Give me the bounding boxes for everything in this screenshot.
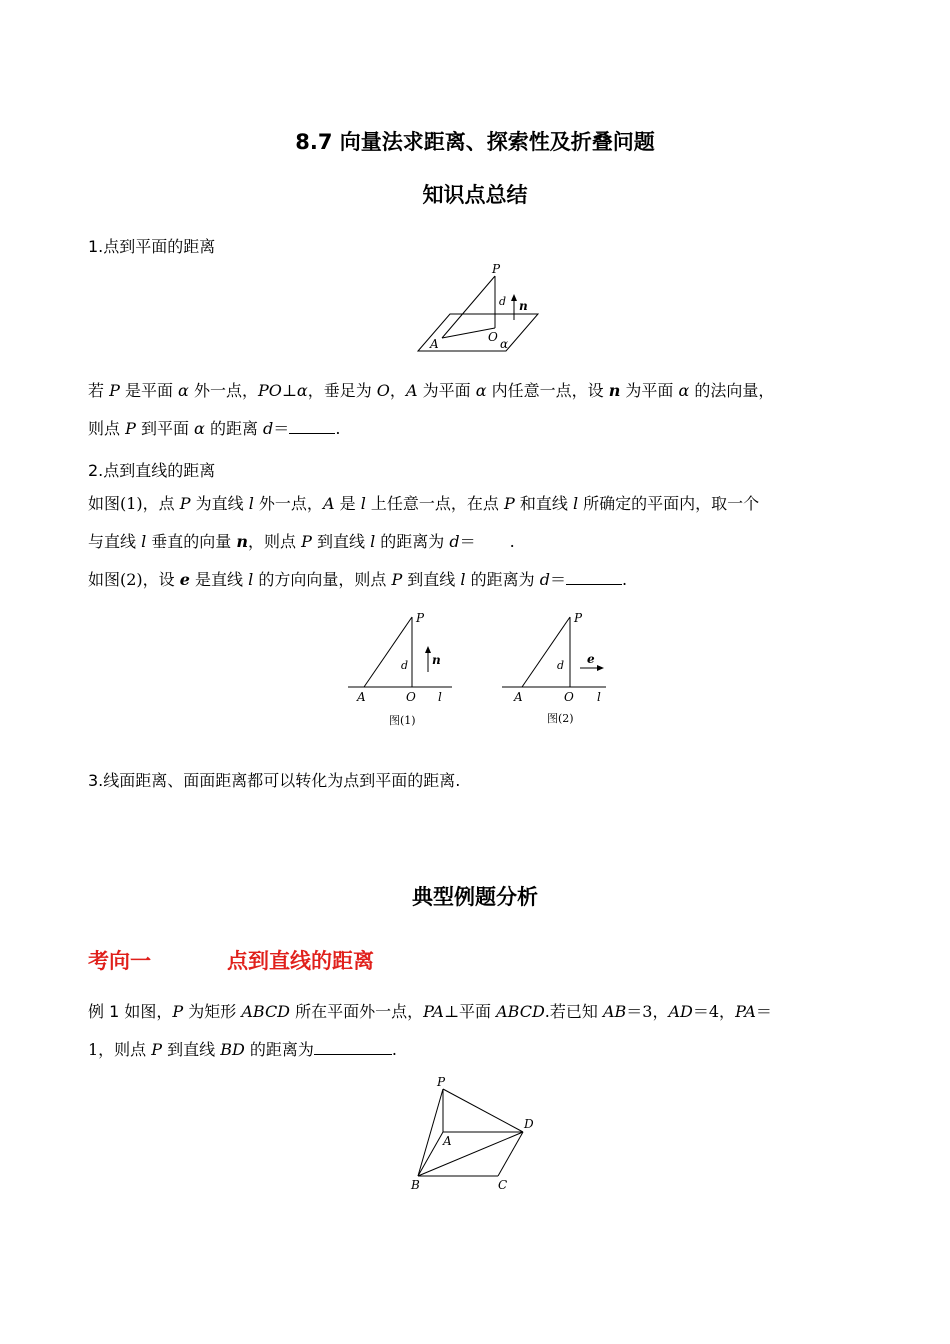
label-alpha: α	[500, 337, 509, 351]
figure-caption: 图(2)	[547, 712, 574, 725]
label-O: O	[488, 330, 498, 344]
label-d: d	[499, 295, 507, 308]
label-B: B	[411, 1178, 420, 1192]
label-A: A	[443, 1134, 452, 1148]
s1-paragraph-line1: 若 P 是平面 α 外一点，PO⊥α，垂足为 O，A 为平面 α 内任意一点，设 n 为平面 α 的法向量，	[88, 381, 775, 400]
arrow-head-icon	[425, 646, 431, 653]
s2-paragraph-line1: 如图(1)，点 P 为直线 l 外一点，A 是 l 上任意一点，在点 P 和直线 l 所确定的平面内，取一个	[88, 494, 760, 513]
label-n: n	[432, 653, 441, 667]
figure-caption: 图(1)	[389, 714, 416, 727]
label-l: l	[597, 690, 601, 704]
s2-paragraph-line2: 与直线 l 垂直的向量 n，则点 P 到直线 l 的距离为 d＝ .	[88, 532, 515, 551]
label-O: O	[564, 690, 574, 704]
label-A: A	[357, 690, 366, 704]
section-3-text: 3.线面距离、面面距离都可以转化为点到平面的距离.	[88, 771, 461, 790]
segment-PA	[364, 617, 412, 687]
figure-1	[340, 608, 465, 733]
answer-blank[interactable]	[566, 570, 622, 585]
direction-title: 点到直线的距离	[227, 949, 374, 973]
label-P: P	[492, 262, 501, 276]
arrow-head-icon	[597, 665, 604, 671]
examples-heading: 典型例题分析	[412, 885, 538, 909]
label-P: P	[437, 1075, 446, 1089]
segment-PB	[418, 1089, 443, 1176]
figure-2	[498, 608, 623, 733]
label-A: A	[430, 337, 439, 351]
s2-paragraph-line3: 如图(2)，设 e 是直线 l 的方向向量，则点 P 到直线 l 的距离为 d＝ .	[88, 570, 628, 589]
label-e: e	[587, 652, 595, 666]
answer-blank[interactable]	[289, 419, 335, 434]
segment-DC	[498, 1132, 523, 1176]
section-heading-2: 2.点到直线的距离	[88, 461, 216, 480]
arrow-head-icon	[511, 294, 517, 301]
segment-PA	[522, 617, 570, 687]
figure-example-1	[405, 1072, 550, 1200]
answer-blank[interactable]	[314, 1040, 392, 1055]
label-O: O	[406, 690, 416, 704]
section-heading-1: 1.点到平面的距离	[88, 237, 216, 256]
segment-PD	[443, 1089, 523, 1132]
label-A: A	[514, 690, 523, 704]
segment-AB	[418, 1132, 443, 1176]
segment-BD	[418, 1132, 523, 1176]
page-title: 8.7 向量法求距离、探索性及折叠问题	[295, 130, 655, 154]
figure-point-plane	[410, 262, 550, 358]
direction-label: 考向一	[88, 949, 151, 973]
section-subtitle: 知识点总结	[422, 183, 528, 207]
segment-PA	[442, 276, 495, 338]
label-l: l	[438, 690, 442, 704]
s1-paragraph-line2: 则点 P 到平面 α 的距离 d＝ .	[88, 419, 341, 438]
label-D: D	[524, 1117, 534, 1131]
label-P: P	[574, 611, 583, 625]
example-1-line1: 例 1 如图，P 为矩形 ABCD 所在平面外一点，PA⊥平面 ABCD.若已知 AB＝3，AD＝4，PA＝	[88, 1002, 772, 1021]
label-P: P	[416, 611, 425, 625]
example-1-line2: 1，则点 P 到直线 BD 的距离为 .	[88, 1040, 398, 1059]
label-n: n	[519, 299, 528, 313]
label-C: C	[498, 1178, 508, 1192]
label-d: d	[401, 659, 409, 672]
label-d: d	[557, 659, 565, 672]
